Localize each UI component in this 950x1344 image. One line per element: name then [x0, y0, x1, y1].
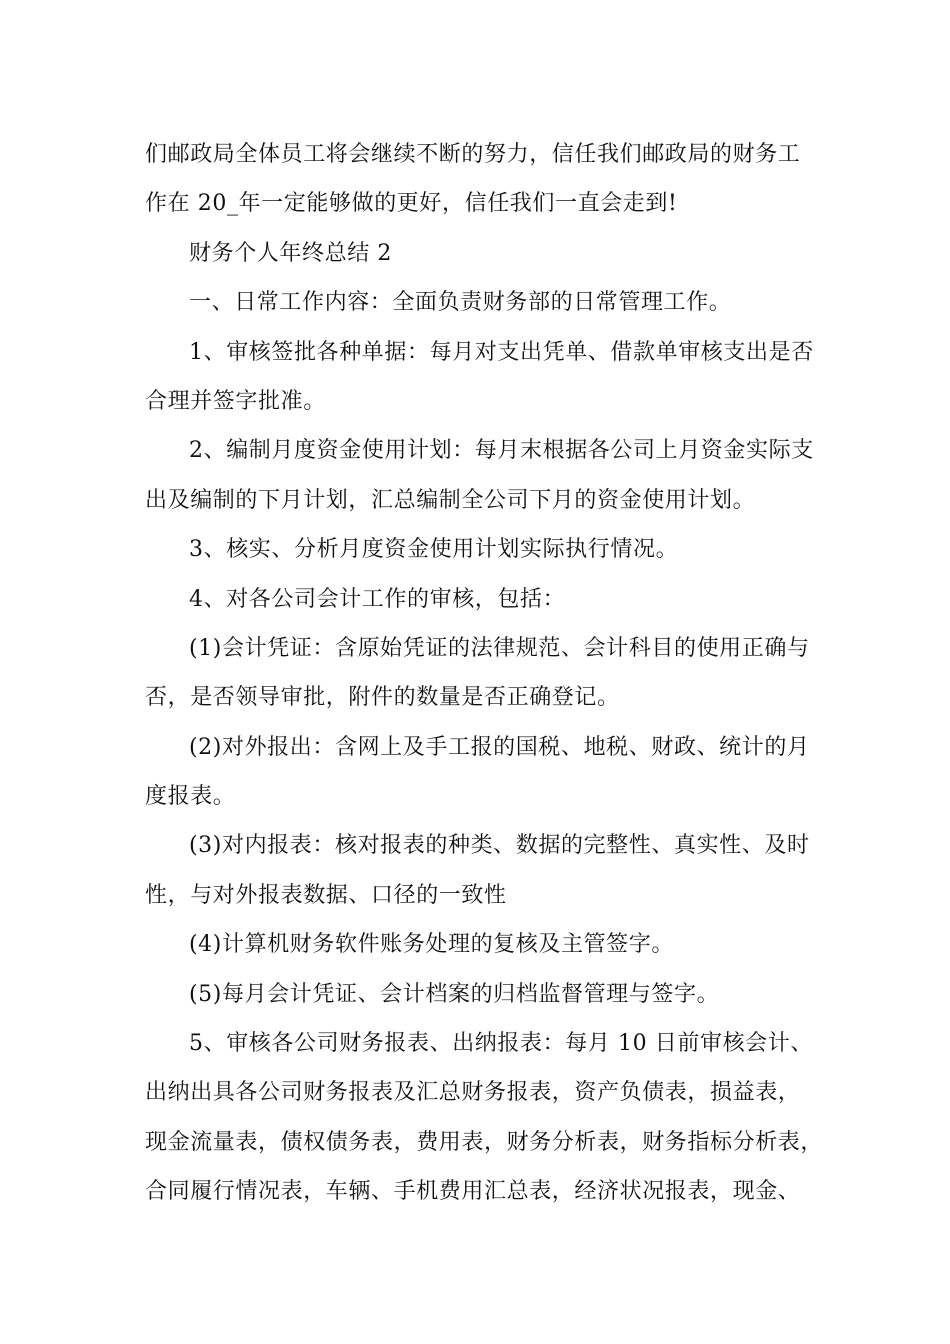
text-line: 一、日常工作内容：全面负责财务部的日常管理工作。 — [189, 290, 732, 316]
section-heading: 财务个人年终总结 2 — [189, 240, 392, 266]
text-line: (2)对外报出：含网上及手工报的国税、地税、财政、统计的月 — [189, 734, 810, 760]
text-line: 们邮政局全体员工将会继续不断的努力，信任我们邮政局的财务工 — [145, 142, 801, 167]
text-line: (1)会计凭证：含原始凭证的法律规范、会计科目的使用正确与 — [189, 635, 810, 661]
text-line: 度报表。 — [145, 784, 236, 810]
text-line: 合理并签字批准。 — [145, 388, 326, 414]
text-line: (3)对内报表：核对报表的种类、数据的完整性、真实性、及时 — [189, 833, 810, 859]
text-line: 合同履行情况表，车辆、手机费用汇总表，经济状况报表，现金、 — [145, 1179, 801, 1205]
text-line: (4)计算机财务软件账务处理的复核及主管签字。 — [189, 932, 674, 958]
text-line: 2、编制月度资金使用计划：每月末根据各公司上月资金实际支 — [189, 438, 814, 464]
text-line: 现金流量表，债权债务表，费用表，财务分析表，财务指标分析表， — [145, 1129, 824, 1155]
text-line: 出及编制的下月计划，汇总编制全公司下月的资金使用计划。 — [145, 487, 756, 513]
text-line: 4、对各公司会计工作的审核，包括： — [189, 586, 566, 612]
text-line: 否，是否领导审批，附件的数量是否正确登记。 — [145, 685, 620, 711]
text-line: 性，与对外报表数据、口径的一致性 — [145, 882, 507, 908]
text-line: (5)每月会计凭证、会计档案的归档监督管理与签字。 — [189, 981, 720, 1007]
text-line: 3、核实、分析月度资金使用计划实际执行情况。 — [189, 537, 679, 563]
document-body — [145, 130, 845, 1217]
text-line: 1、审核签批各种单据：每月对支出凭单、借款单审核支出是否 — [189, 339, 814, 365]
text-line: 作在 20_年一定能够做的更好，信任我们一直会走到! — [145, 191, 678, 217]
text-line: 出纳出具各公司财务报表及汇总财务报表，资产负债表，损益表， — [145, 1080, 801, 1106]
text-line: 5、审核各公司财务报表、出纳报表：每月 10 日前审核会计、 — [189, 1031, 813, 1057]
